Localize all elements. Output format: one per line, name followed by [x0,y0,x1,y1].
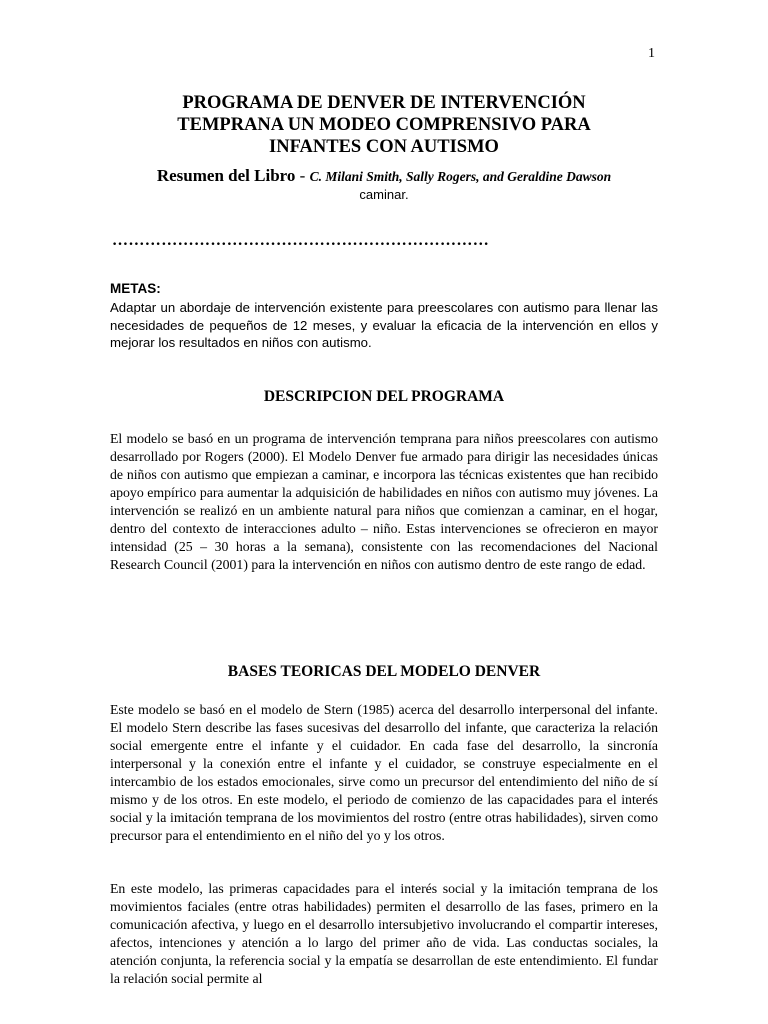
subtitle-word: caminar. [359,187,409,202]
metas-text: Adaptar un abordaje de intervención existente para preescolares con autismo para llenar las necesidades de pequeños de 12 meses, y evaluar la eficacia de la intervención en ellos y mejorar los resultados en niños con autismo. [110,300,658,350]
descripcion-text: El modelo se basó en un programa de intervención temprana para niños preescolares con autismo desarrollado por Rogers (2000). El Modelo Denver fue armado para dirigir las necesidades únicas de niños con autismo que empiezan a caminar, e incorpora las técnicas existentes que han recibido apoyo empírico para aumentar la adquisición de habilidades en niños con autismo muy jóvenes. La intervención se realizó en un ambiente natural para niños que comienzan a caminar, en el hogar, dentro del contexto de interacciones adulto – niño. Estas intervenciones se ofrecieron en mayor intensidad (25 – 30 horas a la semana), consistente con las recomendaciones del Nacional Research Council (2001) para la intervención en niños con autismo dentro de este rango de edad. [110,431,658,572]
title-line: PROGRAMA DE DENVER DE INTERVENCIÓN [182,93,586,113]
bases-paragraph-1: Este modelo se basó en el modelo de Stern (1985) acerca del desarrollo interpersonal del infante. El modelo Stern describe las fases sucesivas del desarrollo del infante, que caracteriza la relación social emergente entre el infante y el cuidador. En cada fase del desarrollo, la sincronía interpersonal y la conexión entre el infante y el cuidador, se construye especialmente en el intercambio de los estados emocionales, sirve como un precursor del entendimiento del niño de sí mismo y de los otros. En este modelo, el periodo de comienzo de las capacidades para el interés social y la imitación temprana de los movimientos del rostro (entre otras habilidades), sirven como precursor para el entendimiento en el niño del yo y los otros. [110,702,658,843]
metas-label: METAS: [110,281,161,296]
summary-separator: - [295,166,310,185]
bases-heading: BASES TEORICAS DEL MODELO DENVER [227,663,541,680]
title-line: TEMPRANA UN MODEO COMPRENSIVO PARA [177,115,591,135]
summary-line [110,165,658,188]
title-line: INFANTES CON AUTISMO [269,137,499,157]
authors: C. Milani Smith, Sally Rogers, and Geraldine Dawson [309,169,612,184]
document-title [110,92,658,158]
dotted-separator: …………………………………………………………… [112,232,490,249]
page-number: 1 [648,46,655,61]
descripcion-heading: DESCRIPCION DEL PROGRAMA [263,388,505,405]
bases-paragraph-2: En este modelo, las primeras capacidades para el interés social y la imitación temprana de los movimientos faciales (entre otras habilidades) permiten el desarrollo de las fases, primero en la comunicación afectiva, y luego en el desarrollo intersubjetivo involucrando el compartir intereses, afectos, intenciones y atención a lo largo del primer año de vida. Las conductas sociales, la atención conjunta, la referencia social y la empatía se desarrollan de este entendimiento. El fundar la relación social permite al [110,881,658,986]
summary-label: Resumen del Libro [156,166,296,185]
